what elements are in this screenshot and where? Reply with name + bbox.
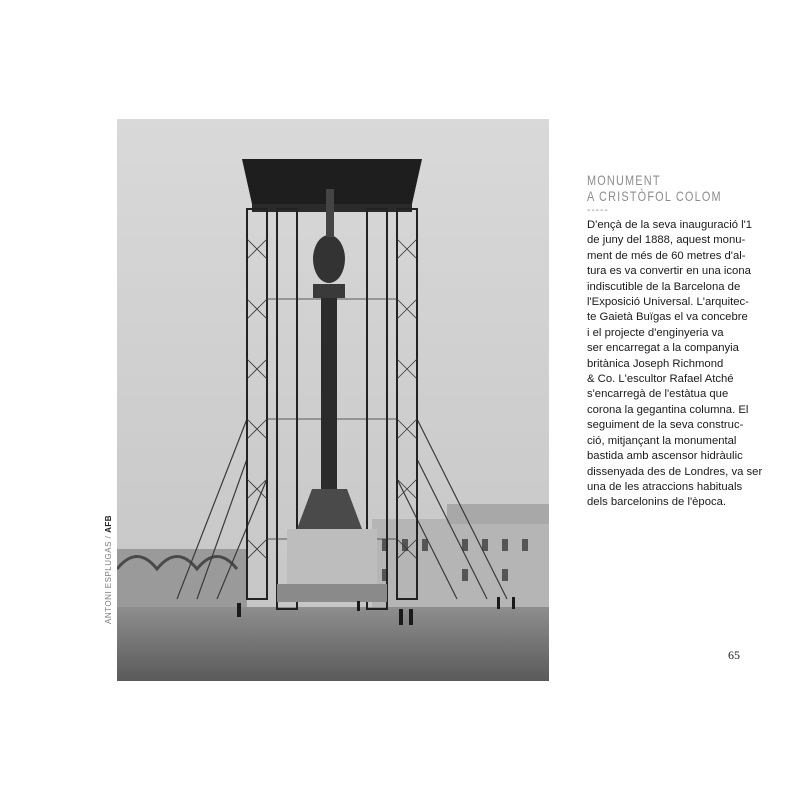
- body-line: dissenyada des de Londres, va ser: [587, 465, 763, 478]
- body-line: ment de més de 60 metres d'al-: [587, 249, 746, 262]
- page-number: 65: [728, 648, 740, 662]
- body-line: bastida amb ascensor hidràulic: [587, 450, 743, 463]
- body-line: D'ençà de la seva inauguració l'1: [587, 219, 753, 231]
- body-line: tura es va convertir en una icona: [587, 265, 751, 278]
- body-line: britànica Joseph Richmond: [587, 357, 724, 370]
- archive-name: AFB: [104, 514, 113, 533]
- article-title: [587, 172, 722, 204]
- body-line: te Gaietà Buïgas el va concebre: [587, 311, 748, 324]
- body-line: corona la gegantina columna. El: [587, 403, 749, 416]
- photographer-name: ANTONI ESPLUGAS: [104, 541, 113, 624]
- body-line: s'encarregà de l'estàtua que: [587, 388, 729, 401]
- body-line: ser encarregat a la companyia: [587, 342, 739, 355]
- body-line: una de les atraccions habituals: [587, 480, 743, 493]
- historic-photo: [117, 119, 549, 681]
- photo-credit: [104, 515, 113, 624]
- title-line-1: MONUMENT: [587, 172, 661, 188]
- article-body: [587, 218, 763, 511]
- body-line: dels barcelonins de l'època.: [587, 496, 727, 509]
- body-line: seguiment de la seva construc-: [587, 419, 744, 432]
- credit-separator: /: [104, 532, 113, 542]
- title-line-2: A CRISTÒFOL COLOM: [587, 188, 722, 204]
- body-line: l'Exposició Universal. L'arquitec-: [587, 296, 749, 309]
- body-line: i el projecte d'enginyeria va: [587, 326, 724, 339]
- body-line: de juny del 1888, aquest monu-: [587, 234, 746, 247]
- body-line: indiscutible de la Barcelona de: [587, 280, 741, 293]
- body-line: ció, mitjançant la monumental: [587, 434, 737, 447]
- title-rule: -----: [587, 205, 609, 216]
- body-line: & Co. L'escultor Rafael Atché: [587, 373, 734, 386]
- monument-photo-icon: [117, 119, 549, 681]
